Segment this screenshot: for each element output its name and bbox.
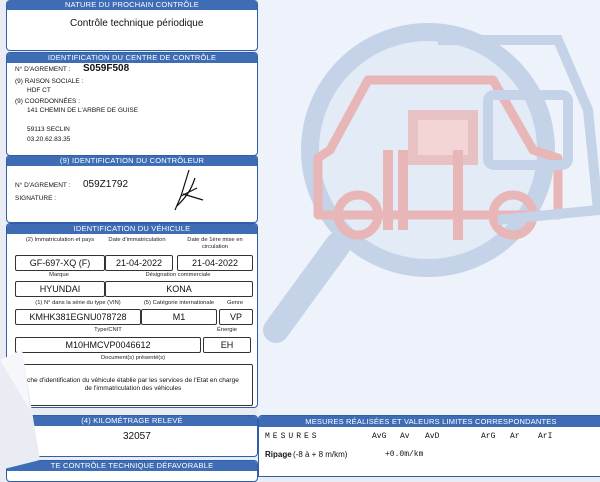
cap-energie: Énergie — [217, 327, 237, 333]
documents-line1: che d'identification du véhicule établie par les services de l'Etat en charge — [27, 377, 239, 384]
cap-genre: Genre — [226, 300, 244, 306]
defavorable-panel — [6, 460, 258, 482]
date-1ere-field: 21-04-2022 — [177, 255, 253, 271]
cap-type: Type/CNIT — [94, 327, 122, 333]
ripage-limit: (-8 à + 8 m/km) — [293, 450, 348, 459]
cap-categorie: (5) Catégorie internationale — [143, 300, 215, 306]
signature-image — [167, 166, 207, 216]
immat-field: GF-697-XQ (F) — [15, 255, 105, 271]
kilometrage-value: 32057 — [123, 431, 151, 442]
mesures-col-arg: ArG — [481, 432, 496, 441]
centre-coord-label: (9) COORDONNÉES : — [15, 98, 81, 105]
centre-address2: 59113 SECLIN — [27, 126, 70, 133]
mesures-header: MESURES RÉALISÉES ET VALEURS LIMITES CORRESPONDANTES — [259, 416, 600, 427]
categorie-field: M1 — [141, 309, 217, 325]
kilometrage-panel — [6, 415, 258, 457]
centre-raison-label: (9) RAISON SOCIALE : — [15, 78, 84, 85]
controleur-agrement-label: N° D'AGREMENT : — [15, 182, 71, 189]
documents-line2: de l'immatriculation des véhicules — [84, 385, 182, 392]
controleur-header: (9) IDENTIFICATION DU CONTRÔLEUR — [7, 156, 257, 166]
designation-field: KONA — [105, 281, 253, 297]
type-field: M10HMCVP0046612 — [15, 337, 201, 353]
cap-date-immat: Date d'immatriculation — [108, 237, 166, 243]
energie-field: EH — [203, 337, 251, 353]
controleur-signature-label: SIGNATURE : — [15, 195, 57, 202]
centre-address1: 141 CHEMIN DE L'ARBRE DE GUISE — [27, 107, 139, 114]
defavorable-header: TE CONTRÔLE TECHNIQUE DÉFAVORABLE — [7, 461, 257, 471]
cap-immat: (2) Immatriculation et pays — [25, 237, 95, 243]
date-immat-field: 21-04-2022 — [105, 255, 173, 271]
controleur-panel — [6, 155, 258, 223]
centre-agrement-label: N° D'AGREMENT : — [15, 66, 71, 73]
next-inspection-header: NATURE DU PROCHAIN CONTRÔLE — [7, 0, 257, 10]
cap-vin: (1) N° dans la série du type (VIN) — [35, 300, 121, 306]
centre-agrement-value: S059F508 — [83, 63, 130, 74]
cap-date-1ere: Date de 1ère mise en circulation — [187, 237, 243, 250]
centre-raison-value: HDF CT — [27, 87, 51, 94]
centre-panel — [6, 52, 258, 156]
watermark-emblem — [258, 0, 600, 470]
vehicule-header: IDENTIFICATION DU VÉHICULE — [7, 224, 257, 234]
cap-designation: Désignation commerciale — [145, 272, 211, 278]
mesures-col-avg: AvG — [372, 432, 387, 441]
next-inspection-panel — [6, 0, 258, 51]
cap-documents: Document(s) présenté(s) — [100, 355, 166, 361]
cap-marque: Marque — [49, 272, 69, 278]
next-inspection-value: Contrôle technique périodique — [70, 18, 204, 29]
mesures-col-av: Av — [400, 432, 410, 441]
controleur-agrement-value: 059Z1792 — [83, 179, 129, 190]
centre-phone: 03.20.62.83.35 — [27, 136, 71, 143]
kilometrage-header: (4) KILOMÉTRAGE RELEVÉ — [7, 416, 257, 426]
marque-field: HYUNDAI — [15, 281, 105, 297]
watermark-area — [258, 0, 600, 470]
mesures-col-avd: AvD — [425, 432, 440, 441]
documents-box — [13, 364, 253, 406]
mesures-col-ar: Ar — [510, 432, 520, 441]
mesures-panel — [258, 415, 600, 477]
mesures-title: MESURES — [265, 432, 320, 441]
paper-fold — [0, 350, 40, 470]
genre-field: VP — [219, 309, 253, 325]
mesures-col-ard: ArI — [538, 432, 553, 441]
vin-field: KMHK381EGNU078728 — [15, 309, 141, 325]
centre-header: IDENTIFICATION DU CENTRE DE CONTRÔLE — [7, 53, 257, 63]
ripage-value: +0.0m/km — [385, 450, 424, 459]
vehicule-panel — [6, 223, 258, 408]
ripage-label: Ripage — [265, 450, 292, 459]
